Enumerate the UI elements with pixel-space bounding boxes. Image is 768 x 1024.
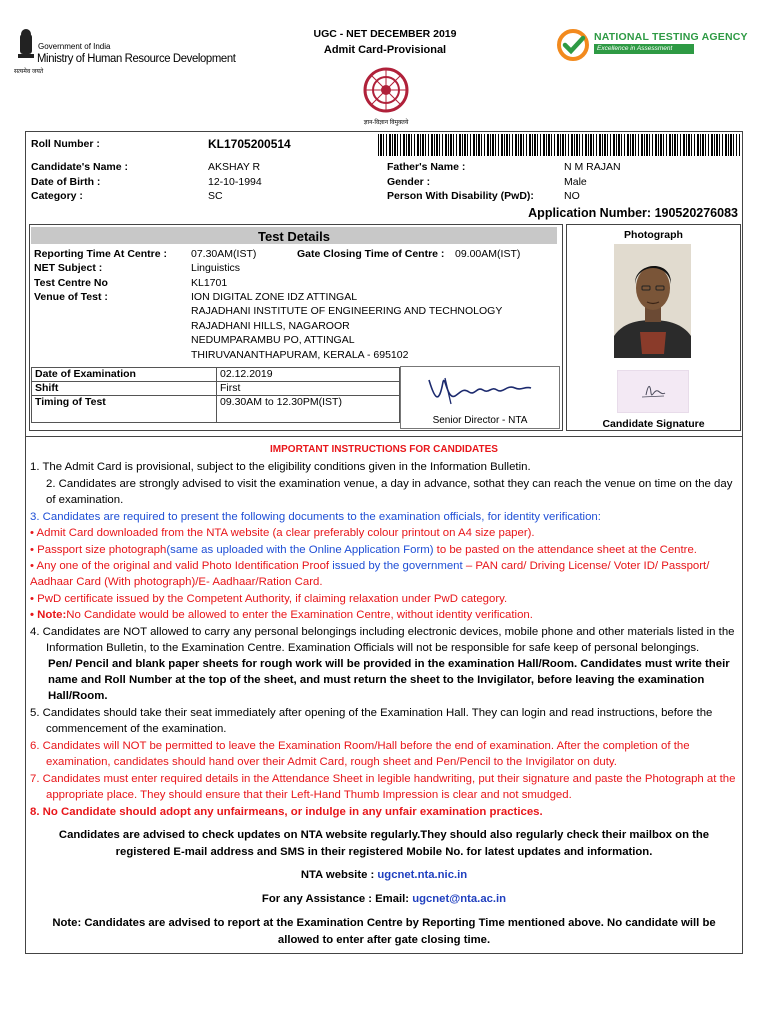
application-label: Application Number: <box>528 206 652 220</box>
roll-value: KL1705200514 <box>208 137 291 151</box>
bullet-note <box>30 607 742 623</box>
footer-assistance <box>26 891 742 907</box>
bullet-photograph-a: • Passport size photograph <box>30 544 167 556</box>
centre-value: KL1701 <box>191 277 228 289</box>
instruction-8: 8. No Candidate should adopt any unfairmeans, or indulge in any unfair examination practices. <box>30 806 543 818</box>
father-value: N M RAJAN <box>564 161 621 173</box>
venue-line: RAJADHANI HILLS, NAGAROOR <box>191 320 350 332</box>
pwd-label: Person With Disability (PwD): <box>387 190 534 202</box>
exam-schedule-table <box>31 367 400 423</box>
instruction-5: 5. Candidates should take their seat immediately after opening of the Examination Hall. They can login and read instructions, before the commencement of the examination. <box>30 707 713 736</box>
nta-logo <box>556 28 590 62</box>
reporting-value: 07.30AM(IST) <box>191 248 257 260</box>
instruction-6: 6. Candidates will NOT be permitted to leave the Examination Room/Hall before the end of examination. After the completion of the examination, candidates should hand over their Admit Card, rough sheet and Pen/Pencil to the Invigilator on duty. <box>30 740 690 769</box>
photo-label: Photograph <box>624 229 683 241</box>
centre-label: Test Centre No <box>34 277 108 289</box>
exam-title: UGC - NET DECEMBER 2019 <box>313 28 457 40</box>
table-row <box>32 382 400 396</box>
ugc-motto: ज्ञान-विज्ञान विमुक्तये <box>363 120 409 126</box>
website-label: NTA website : <box>300 869 378 881</box>
bullet-photo-id-b: issued by the government <box>332 560 463 572</box>
reporting-label: Reporting Time At Centre : <box>34 248 168 260</box>
nta-name: NATIONAL TESTING AGENCY <box>594 31 748 43</box>
table-row <box>32 368 400 382</box>
timing-value: 09.30AM to 12.30PM(IST) <box>217 396 400 423</box>
venue-line: THIRUVANANTHAPURAM, KERALA - 695102 <box>191 349 409 361</box>
bullet-note-label: • Note: <box>30 609 67 621</box>
application-value: 190520276083 <box>654 206 738 220</box>
assist-email-link[interactable]: ugcnet@nta.ac.in <box>412 893 507 905</box>
test-details-heading: Test Details <box>31 227 557 244</box>
director-label: Senior Director - NTA <box>432 415 528 426</box>
bullet-photo-id-c: – PAN card/ Driving License/ Voter ID/ Passport/ Aadhaar Card (With photograph)/E- Aadhaar/Ration Card. <box>30 560 710 589</box>
instruction-2: 2. Candidates are strongly advised to visit the examination venue, a day in advance, sothat they can reach the venue on time on the day of examination. <box>46 478 733 507</box>
timing-label: Timing of Test <box>32 396 217 423</box>
footer-note: Note: Candidates are advised to report at the Examination Centre by Reporting Time mentioned above. No candidate will be allowed to enter after gate closing time. <box>52 917 716 946</box>
dob-label: Date of Birth : <box>31 176 101 188</box>
instruction-4-bold: Pen/ Pencil and blank paper sheets for rough work will be provided in the examination Hall/Room. Candidates must write their name and Roll Number at the top of the sheet, and must return the sheet to the Invigilator, before leaving the examination Hall/Room. <box>48 658 730 703</box>
candidate-signature-label: Candidate Signature <box>602 418 705 430</box>
card-type: Admit Card-Provisional <box>323 44 447 56</box>
bullet-photograph-b: (same as uploaded with the Online Application Form) <box>166 544 434 556</box>
subject-value: Linguistics <box>191 262 241 274</box>
divider <box>26 436 742 437</box>
category-value: SC <box>208 190 223 202</box>
name-label: Candidate's Name : <box>31 161 129 173</box>
instruction-4: 4. Candidates are NOT allowed to carry any personal belongings including electronic devices, mobile phone and other materials listed in the Information Bulletin, to the Examination Centre. Examination Officials will not be responsible for safe keep of personal belongings. <box>30 626 735 655</box>
bullet-photograph <box>30 542 742 558</box>
footer-advice: Candidates are advised to check updates on NTA website regularly.They should also regularly check their mailbox on the registered E-mail address and SMS in their registered Mobile No. for latest updates and information. <box>58 829 710 858</box>
shift-label: Shift <box>32 382 217 396</box>
category-label: Category : <box>31 190 83 202</box>
instructions-heading: IMPORTANT INSTRUCTIONS FOR CANDIDATES <box>270 444 498 455</box>
gender-value: Male <box>564 176 587 188</box>
exam-date-value: 02.12.2019 <box>217 368 400 382</box>
subject-label: NET Subject : <box>34 262 103 274</box>
shift-value: First <box>217 382 400 396</box>
ugc-emblem-icon <box>362 66 410 116</box>
bullet-photograph-c: to be pasted on the attendance sheet at the Centre. <box>433 544 697 556</box>
ugc-logo <box>362 66 410 116</box>
bullet-photo-id-a: • Any one of the original and valid Photo Identification Proof <box>30 560 333 572</box>
website-link[interactable]: ugcnet.nta.nic.in <box>377 869 468 881</box>
gate-value: 09.00AM(IST) <box>455 248 521 260</box>
gender-label: Gender : <box>387 176 431 188</box>
candidate-photo <box>614 244 691 358</box>
exam-date-label: Date of Examination <box>32 368 217 382</box>
assist-label: For any Assistance : Email: <box>261 893 413 905</box>
candidate-signature-icon <box>618 371 688 412</box>
venue-line: NEDUMPARAMBU PO, ATTINGAL <box>191 334 355 346</box>
emblem-icon <box>16 28 36 68</box>
instruction-1: 1. The Admit Card is provisional, subject to the eligibility conditions given in the Information Bulletin. <box>30 461 531 473</box>
govt-line: Government of India <box>38 42 111 51</box>
director-signature <box>425 370 535 410</box>
venue-label: Venue of Test : <box>34 291 108 303</box>
table-row <box>32 396 400 423</box>
instruction-7: 7. Candidates must enter required details in the Attendance Sheet in legible handwriting, put their signature and paste the Photograph at the appropriate place. They should ensure that their Left-Hand Thumb Impression is clear and not smudged. <box>30 773 736 802</box>
bullet-pwd: • PwD certificate issued by the Competent Authority, if claiming relaxation under PwD category. <box>30 593 508 605</box>
bullet-admit-card: • Admit Card downloaded from the NTA website (a clear preferably colour printout on A4 size paper). <box>30 527 535 539</box>
govt-logo <box>16 28 36 68</box>
emblem-motto: सत्यमेव जयते <box>14 69 44 75</box>
gate-label: Gate Closing Time of Centre : <box>297 248 445 260</box>
person-photo-icon <box>614 244 691 358</box>
bullet-photo-id <box>30 558 742 590</box>
signature-icon <box>425 370 535 410</box>
candidate-signature-image <box>617 370 689 413</box>
instruction-3: 3. Candidates are required to present the following documents to the examination officials, for identity verification: <box>30 511 601 523</box>
application-number <box>528 205 738 221</box>
venue-line: ION DIGITAL ZONE IDZ ATTINGAL <box>191 291 358 303</box>
barcode <box>378 134 740 156</box>
father-label: Father's Name : <box>387 161 466 173</box>
roll-label: Roll Number : <box>31 138 100 150</box>
ministry-name: Ministry of Human Resource Development <box>37 51 236 65</box>
nta-tagline: Excellence in Assessment <box>594 44 694 54</box>
venue-line: RAJADHANI INSTITUTE OF ENGINEERING AND TECHNOLOGY <box>191 305 503 317</box>
pwd-value: NO <box>564 190 580 202</box>
footer-website <box>26 867 742 883</box>
bullet-note-text: No Candidate would be allowed to enter the Examination Centre, without identity verification. <box>66 609 533 621</box>
nta-check-icon <box>556 28 590 62</box>
name-value: AKSHAY R <box>208 161 261 173</box>
dob-value: 12-10-1994 <box>208 176 262 188</box>
